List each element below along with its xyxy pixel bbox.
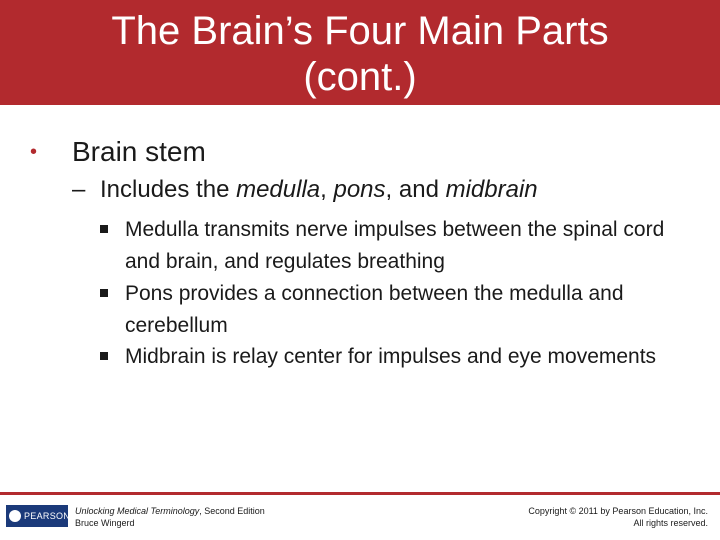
book-edition: , Second Edition	[199, 506, 265, 516]
footer-book-info	[75, 505, 265, 529]
book-title-line	[75, 505, 265, 517]
square-bullet-icon	[100, 352, 108, 360]
sub-bullet-midbrain-text: Midbrain is relay center for impulses and eye movements	[125, 345, 657, 368]
copyright-line-1: Copyright © 2011 by Pearson Education, Inc.	[528, 506, 708, 516]
separator-1: ,	[320, 176, 334, 203]
square-bullet-icon	[100, 289, 108, 297]
book-title: Unlocking Medical Terminology	[75, 506, 200, 516]
footer-copyright	[528, 505, 708, 529]
includes-prefix: Includes the	[100, 176, 237, 203]
slide-title	[0, 8, 720, 100]
sub-bullet-medulla-text: Medulla transmits nerve impulses between the spinal cord and brain, and regulates breathing	[125, 218, 665, 273]
pearson-logo-text: PEARSON	[24, 511, 71, 521]
pearson-mark-icon	[9, 510, 21, 522]
square-bullet-icon	[100, 225, 108, 233]
sub-bullet-pons-text: Pons provides a connection between the medulla and cerebellum	[125, 282, 624, 337]
bullet-dot-icon: •	[30, 141, 38, 163]
title-bar	[0, 0, 720, 105]
sub-bullet-includes-text	[100, 176, 538, 204]
book-author: Bruce Wingerd	[75, 518, 135, 528]
dash-icon: –	[72, 176, 86, 203]
term-pons: pons	[333, 176, 386, 203]
separator-2: , and	[385, 176, 446, 203]
footer-divider	[0, 492, 720, 495]
title-line-1: The Brain’s Four Main Parts	[111, 9, 609, 53]
term-medulla: medulla	[236, 176, 321, 203]
copyright-line-2: All rights reserved.	[633, 518, 708, 528]
bullet-brain-stem-text: Brain stem	[72, 136, 206, 167]
title-line-2: (cont.)	[303, 55, 417, 99]
term-midbrain: midbrain	[445, 176, 538, 203]
pearson-logo	[6, 505, 71, 527]
